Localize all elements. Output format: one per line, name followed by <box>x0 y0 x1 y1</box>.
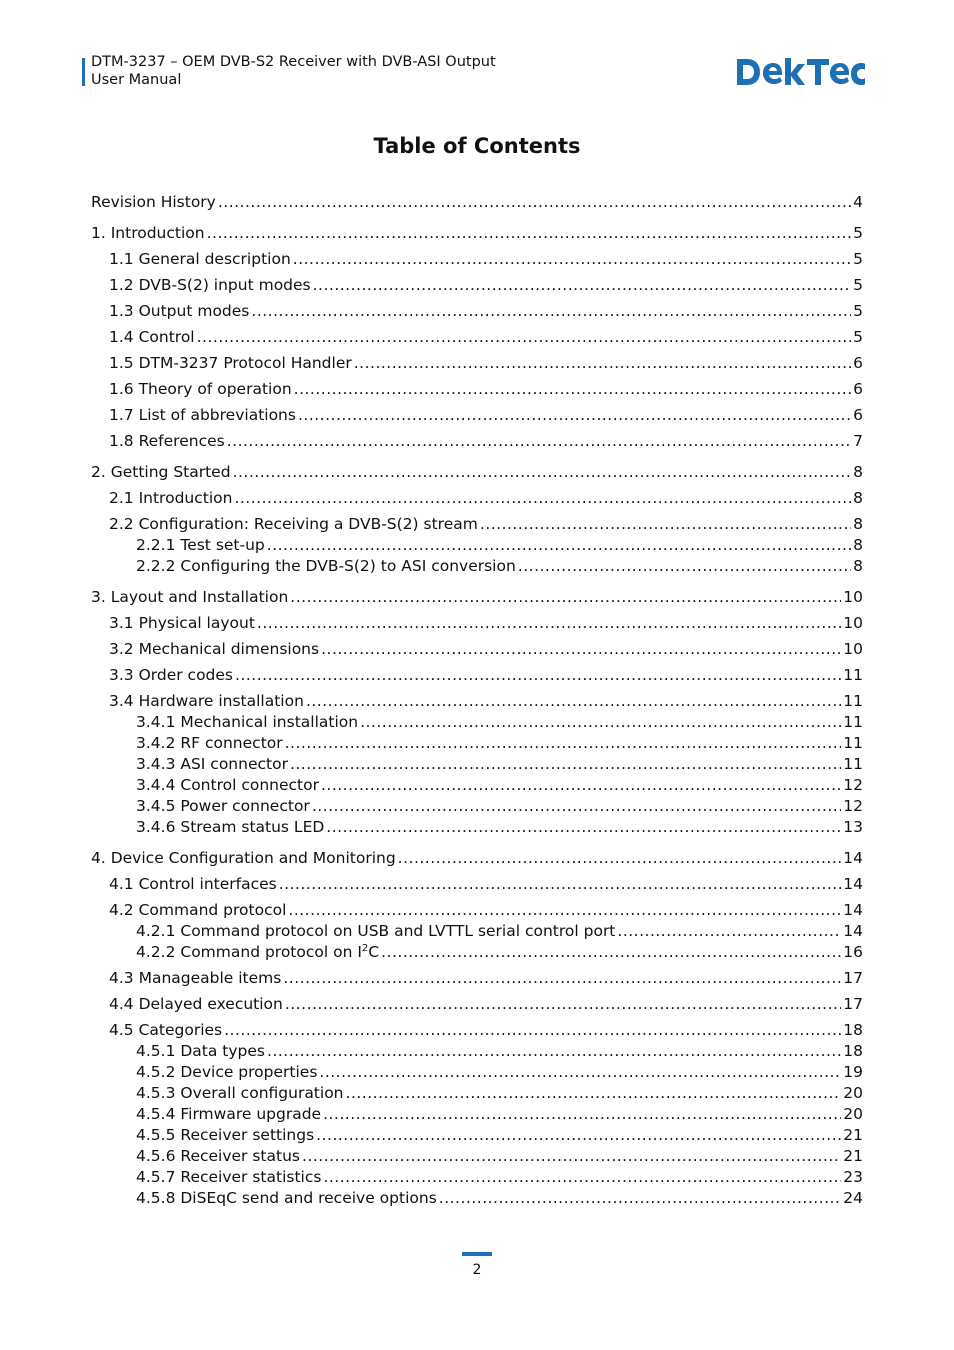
toc-entry-title <box>109 379 292 400</box>
toc-entry[interactable] <box>91 556 863 577</box>
toc-entry-title <box>136 1062 317 1083</box>
toc-entry-text: 3.4.4 Control connector <box>136 776 319 794</box>
toc-entry-page: 5 <box>853 328 863 346</box>
toc-entry[interactable] <box>91 994 863 1015</box>
toc-entry-title <box>109 275 311 296</box>
toc-entry-title <box>136 817 324 838</box>
toc-entry-page: 17 <box>843 969 863 987</box>
toc-entry[interactable] <box>91 733 863 754</box>
dot-leader <box>234 488 851 509</box>
dot-leader <box>323 1104 841 1125</box>
toc-entry[interactable] <box>91 874 863 895</box>
page-number: 2 <box>472 1262 482 1278</box>
dot-leader <box>197 327 852 348</box>
toc-entry-page: 14 <box>843 922 863 940</box>
toc-entry-text: Revision History <box>91 193 216 211</box>
dot-leader <box>381 942 841 963</box>
toc-entry-title <box>136 556 516 577</box>
toc-entry-page: 8 <box>853 463 863 481</box>
toc-entry[interactable] <box>91 921 863 942</box>
document-subtitle: User Manual <box>91 72 182 88</box>
toc-entry-page: 11 <box>843 755 863 773</box>
toc-entry-text: 2.2.2 Configuring the DVB-S(2) to ASI conversion <box>136 557 516 575</box>
toc-entry-page: 5 <box>853 276 863 294</box>
toc-entry-title <box>109 488 232 509</box>
toc-entry[interactable] <box>91 275 863 296</box>
toc-entry-text: 1.8 References <box>109 432 225 450</box>
toc-entry-page: 21 <box>843 1126 863 1144</box>
toc-entry-text: 4.5.3 Overall configuration <box>136 1084 344 1102</box>
toc-entry-text: 1.5 DTM-3237 Protocol Handler <box>109 354 352 372</box>
toc-entry-title <box>109 874 277 895</box>
dot-leader <box>316 1125 841 1146</box>
toc-entry-title <box>109 691 304 712</box>
toc-entry-page: 20 <box>843 1084 863 1102</box>
toc-entry-page: 10 <box>843 588 863 606</box>
toc-entry[interactable] <box>91 775 863 796</box>
toc-entry-page: 8 <box>853 557 863 575</box>
dot-leader <box>294 379 851 400</box>
toc-entry-text: 3.2 Mechanical dimensions <box>109 640 320 658</box>
toc-entry-text: 1.1 General description <box>109 250 291 268</box>
toc-entry-text: 4.2 Command protocol <box>109 901 287 919</box>
table-of-contents <box>91 192 863 1209</box>
dot-leader <box>235 665 841 686</box>
toc-entry-title <box>109 1020 222 1041</box>
toc-entry-page: 5 <box>853 224 863 242</box>
toc-entry-title <box>109 994 283 1015</box>
toc-entry[interactable] <box>91 431 863 452</box>
dot-leader <box>224 1020 841 1041</box>
toc-entry-page: 20 <box>843 1105 863 1123</box>
toc-entry[interactable] <box>91 405 863 426</box>
toc-entry-text-tail: C <box>368 943 380 961</box>
toc-entry-text: 2.2.1 Test set-up <box>136 536 265 554</box>
dot-leader <box>251 301 851 322</box>
toc-entry[interactable] <box>91 587 863 608</box>
toc-entry-text: 2. Getting Started <box>91 463 231 481</box>
toc-entry-text: 1.3 Output modes <box>109 302 250 320</box>
toc-entry[interactable] <box>91 796 863 817</box>
dot-leader <box>617 921 841 942</box>
toc-entry-text: 1.6 Theory of operation <box>109 380 292 398</box>
toc-entry-text: 3.1 Physical layout <box>109 614 255 632</box>
document-header <box>91 53 496 89</box>
toc-entry[interactable] <box>91 1167 863 1188</box>
toc-entry-page: 5 <box>853 302 863 320</box>
toc-entry-text: 4.5.8 DiSEqC send and receive options <box>136 1189 437 1207</box>
dot-leader <box>279 874 842 895</box>
toc-entry[interactable] <box>91 379 863 400</box>
toc-entry-page: 14 <box>843 901 863 919</box>
toc-entry-title <box>136 535 265 556</box>
toc-entry-text: 4.5.6 Receiver status <box>136 1147 300 1165</box>
toc-entry[interactable] <box>91 535 863 556</box>
toc-entry[interactable] <box>91 353 863 374</box>
toc-entry[interactable] <box>91 1062 863 1083</box>
toc-entry-text: 4.5.1 Data types <box>136 1042 266 1060</box>
toc-title: Table of Contents <box>373 134 581 158</box>
toc-entry-page: 4 <box>853 193 863 211</box>
toc-entry-title <box>109 327 195 348</box>
dot-leader <box>302 1146 841 1167</box>
header-accent-bar <box>82 58 85 86</box>
toc-entry-text: 4.1 Control interfaces <box>109 875 277 893</box>
dot-leader <box>319 1062 841 1083</box>
dot-leader <box>321 775 841 796</box>
toc-entry-page: 14 <box>843 849 863 867</box>
toc-entry[interactable] <box>91 301 863 322</box>
toc-entry-text: 2.1 Introduction <box>109 489 233 507</box>
toc-entry[interactable] <box>91 327 863 348</box>
toc-entry[interactable] <box>91 942 863 963</box>
dot-leader <box>227 431 851 452</box>
toc-entry-text: 1. Introduction <box>91 224 205 242</box>
toc-entry-text: 3.4.1 Mechanical installation <box>136 713 359 731</box>
toc-entry-page: 8 <box>853 536 863 554</box>
toc-entry[interactable] <box>91 223 863 244</box>
toc-entry-text: 1.7 List of abbreviations <box>109 406 296 424</box>
toc-entry-page: 11 <box>843 666 863 684</box>
toc-entry-title <box>136 775 319 796</box>
toc-entry[interactable] <box>91 1125 863 1146</box>
toc-entry[interactable] <box>91 665 863 686</box>
toc-entry-title <box>109 900 286 921</box>
toc-entry-title <box>91 848 396 869</box>
toc-entry[interactable] <box>91 1041 863 1062</box>
toc-entry-title <box>109 431 225 452</box>
dot-leader <box>326 817 841 838</box>
dot-leader <box>290 587 841 608</box>
dot-leader <box>288 900 841 921</box>
toc-entry[interactable] <box>91 192 863 213</box>
toc-entry[interactable] <box>91 691 863 712</box>
toc-entry-title <box>109 613 255 634</box>
toc-entry-title <box>91 192 216 213</box>
toc-entry-page: 18 <box>843 1021 863 1039</box>
toc-entry-text: 3.4.2 RF connector <box>136 734 283 752</box>
toc-entry-title <box>136 1146 300 1167</box>
toc-entry-page: 11 <box>843 713 863 731</box>
toc-entry-page: 11 <box>843 734 863 752</box>
toc-entry-superscript: 2 <box>361 942 369 954</box>
document-title: DTM-3237 – OEM DVB-S2 Receiver with DVB-ASI Output <box>91 54 496 70</box>
toc-entry-page: 6 <box>853 406 863 424</box>
dot-leader <box>439 1188 841 1209</box>
toc-entry[interactable] <box>91 514 863 535</box>
toc-entry-page: 24 <box>843 1189 863 1207</box>
toc-entry-title <box>136 1041 265 1062</box>
toc-entry[interactable] <box>91 488 863 509</box>
dot-leader <box>312 796 841 817</box>
toc-entry-page: 11 <box>843 692 863 710</box>
toc-entry-title <box>91 462 231 483</box>
toc-entry[interactable] <box>91 817 863 838</box>
toc-entry-page: 10 <box>843 614 863 632</box>
toc-entry-page: 12 <box>843 776 863 794</box>
dot-leader <box>518 556 851 577</box>
toc-entry-title <box>136 1188 437 1209</box>
toc-entry-title <box>91 587 288 608</box>
toc-entry-text: 3. Layout and Installation <box>91 588 289 606</box>
toc-entry-page: 5 <box>853 250 863 268</box>
toc-entry-page: 12 <box>843 797 863 815</box>
toc-entry[interactable] <box>91 249 863 270</box>
toc-entry-title <box>109 968 281 989</box>
toc-entry-page: 19 <box>843 1063 863 1081</box>
toc-entry-page: 6 <box>853 380 863 398</box>
toc-entry-text: 4.5.5 Receiver settings <box>136 1126 315 1144</box>
dot-leader <box>285 733 842 754</box>
toc-entry-page: 16 <box>843 943 863 961</box>
toc-entry[interactable] <box>91 1146 863 1167</box>
toc-entry-title <box>91 223 205 244</box>
toc-entry-title <box>109 405 296 426</box>
toc-entry[interactable] <box>91 639 863 660</box>
toc-entry-page: 8 <box>853 489 863 507</box>
toc-entry-text: 4.2.1 Command protocol on USB and LVTTL serial control port <box>136 922 616 940</box>
toc-entry[interactable] <box>91 613 863 634</box>
toc-entry-title <box>136 1104 321 1125</box>
toc-entry-title <box>109 353 352 374</box>
toc-entry-page: 17 <box>843 995 863 1013</box>
toc-entry-text: 4.5.2 Device properties <box>136 1063 318 1081</box>
toc-entry-text: 4.4 Delayed execution <box>109 995 283 1013</box>
dot-leader <box>218 192 851 213</box>
dot-leader <box>480 514 851 535</box>
dot-leader <box>285 994 841 1015</box>
toc-entry-page: 7 <box>853 432 863 450</box>
dot-leader <box>306 691 841 712</box>
toc-entry-title <box>109 301 249 322</box>
toc-entry-text: 4.2.2 Command protocol on I <box>136 943 362 961</box>
toc-entry-title <box>136 942 379 963</box>
dot-leader <box>267 1041 841 1062</box>
toc-entry-page: 10 <box>843 640 863 658</box>
toc-entry-text: 3.4.6 Stream status LED <box>136 818 325 836</box>
dot-leader <box>207 223 852 244</box>
toc-entry-page: 6 <box>853 354 863 372</box>
toc-entry[interactable] <box>91 462 863 483</box>
dot-leader <box>313 275 852 296</box>
toc-entry-title <box>136 733 283 754</box>
toc-entry-text: 4.3 Manageable items <box>109 969 282 987</box>
toc-entry-title <box>109 665 233 686</box>
toc-entry-page: 8 <box>853 515 863 533</box>
toc-entry-page: 18 <box>843 1042 863 1060</box>
toc-entry[interactable] <box>91 900 863 921</box>
toc-entry-text: 4. Device Configuration and Monitoring <box>91 849 396 867</box>
toc-entry-text: 3.3 Order codes <box>109 666 234 684</box>
toc-entry-text: 3.4 Hardware installation <box>109 692 304 710</box>
dot-leader <box>293 249 851 270</box>
toc-entry-title <box>136 754 288 775</box>
toc-entry-page: 23 <box>843 1168 863 1186</box>
dektec-logo <box>735 55 865 89</box>
toc-entry[interactable] <box>91 1020 863 1041</box>
toc-entry-page: 13 <box>843 818 863 836</box>
dot-leader <box>398 848 842 869</box>
footer-accent-bar <box>462 1252 492 1256</box>
toc-entry-text: 3.4.5 Power connector <box>136 797 310 815</box>
toc-entry-title <box>136 1083 344 1104</box>
toc-entry-text: 4.5.7 Receiver statistics <box>136 1168 322 1186</box>
toc-entry-text: 1.2 DVB-S(2) input modes <box>109 276 311 294</box>
toc-entry-title <box>109 249 291 270</box>
toc-entry-title <box>136 1167 321 1188</box>
toc-entry-title <box>109 514 478 535</box>
toc-entry-title <box>136 712 358 733</box>
dot-leader <box>321 639 841 660</box>
toc-entry[interactable] <box>91 1188 863 1209</box>
toc-entry-text: 2.2 Configuration: Receiving a DVB-S(2) stream <box>109 515 478 533</box>
dot-leader <box>354 353 851 374</box>
toc-entry[interactable] <box>91 1083 863 1104</box>
dot-leader <box>290 754 841 775</box>
dot-leader <box>233 462 852 483</box>
dot-leader <box>360 712 841 733</box>
dot-leader <box>267 535 851 556</box>
toc-entry[interactable] <box>91 848 863 869</box>
dot-leader <box>257 613 841 634</box>
toc-entry[interactable] <box>91 754 863 775</box>
toc-entry[interactable] <box>91 1104 863 1125</box>
dot-leader <box>283 968 841 989</box>
toc-entry-title <box>136 1125 314 1146</box>
toc-entry-page: 14 <box>843 875 863 893</box>
toc-entry[interactable] <box>91 968 863 989</box>
dot-leader <box>346 1083 842 1104</box>
toc-entry-text: 4.5 Categories <box>109 1021 223 1039</box>
toc-entry-text: 4.5.4 Firmware upgrade <box>136 1105 322 1123</box>
toc-entry-text: 1.4 Control <box>109 328 195 346</box>
toc-entry-title <box>136 921 615 942</box>
toc-entry-page: 21 <box>843 1147 863 1165</box>
toc-entry-title <box>109 639 319 660</box>
toc-entry[interactable] <box>91 712 863 733</box>
dot-leader <box>298 405 851 426</box>
dot-leader <box>323 1167 841 1188</box>
toc-entry-text: 3.4.3 ASI connector <box>136 755 288 773</box>
toc-entry-title <box>136 796 310 817</box>
